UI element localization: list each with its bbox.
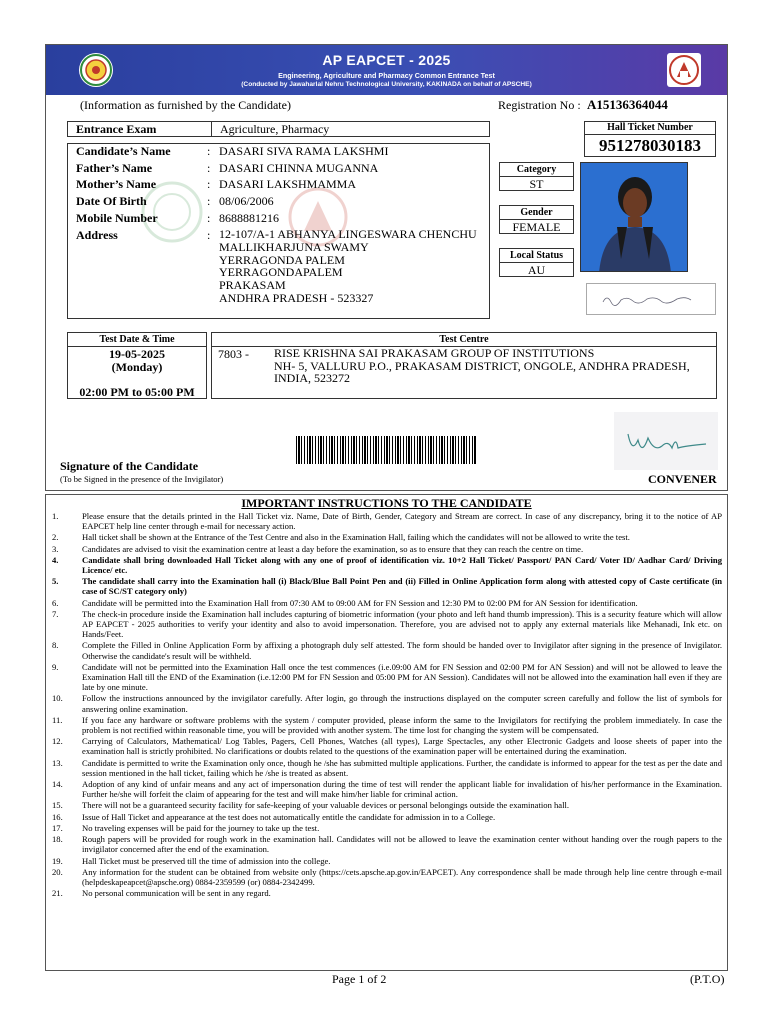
instruction-text: Adoption of any kind of unfair means and any act of impersonation during the time of test will render the applicant liable for invalidation of his/her performance in the Examination. Further he/she will forfeit the claim of appearing for the test and will make him/her liable for criminal action. xyxy=(82,779,722,800)
barcode xyxy=(296,436,476,464)
mother-name-label: Mother’s Name xyxy=(76,177,157,191)
instruction-item xyxy=(52,758,722,778)
instruction-text: If you face any hardware or software problems with the system / computer provided, please inform the same to the Invigilators for rectifying the problem immediately. In case the problem is not rectified within reasonable time, you will be provided with another system. The time lost for changing the system will be compensated. xyxy=(82,714,722,736)
instruction-text: The check-in procedure inside the Examination hall includes capturing of biometric information (your photo and left hand thumb impression). This is a security feature which will allow AP EAPCET - 2025 authorities to verify your identity and also to avoid impersonation. Therefore, you are advised not to apply any external materials like Mehanadi, Ink etc. on Hands/Feet. xyxy=(82,608,722,640)
conducted-by: (Conducted by Jawaharlal Nehru Technological University, KAKINADA on behalf of APSCHE) xyxy=(241,81,532,88)
header-banner xyxy=(46,45,727,95)
divider xyxy=(211,122,212,136)
info-note: (Information as furnished by the Candidate) xyxy=(80,98,291,112)
instruction-number: 19. xyxy=(52,855,63,866)
mother-name: DASARI LAKSHMAMMA xyxy=(219,177,357,191)
colon: : xyxy=(207,194,211,208)
mobile-label: Mobile Number xyxy=(76,211,158,225)
instruction-number: 12. xyxy=(52,736,63,747)
instruction-number: 20. xyxy=(52,866,63,877)
instruction-text: Candidate will not be permitted into the Examination Hall once the test commences (i.e.09:00 AM for FN Session and 02:00 PM for AN Session) and will not be allowed to leave the Examination Hall till the END of the Examination (i.e.12:00 PM for FN Session and 05:00 PM for AN Session). Candidates will not be allowed into the examination hall even if they are late by one minute. xyxy=(82,661,722,693)
instruction-text: There will not be a guaranteed security facility for safe-keeping of your valuable devices or personal belongings outside the examination hall. xyxy=(82,800,570,811)
instruction-text: Please ensure that the details printed in the Hall Ticket viz. Name, Date of Birth, Gender, Category and Stream are correct. In case of any discrepancy, bring it to the notice of AP EAPCET help line center through e-mail for necessary action. xyxy=(82,511,722,532)
address-line: PRAKASAM xyxy=(219,278,286,293)
instruction-item xyxy=(52,736,722,756)
candidate-name: DASARI SIVA RAMA LAKSHMI xyxy=(219,144,389,158)
instruction-number: 3. xyxy=(52,543,59,554)
instruction-item xyxy=(52,640,722,660)
instruction-text: Hall ticket shall be shown at the Entrance of the Test Centre and also in the Examination Hall, failing which the candidates will not be allowed to write the test. xyxy=(82,532,630,543)
colon: : xyxy=(207,144,211,158)
test-centre-box xyxy=(211,332,717,399)
instruction-text: No traveling expenses will be paid for the journey to take up the test. xyxy=(82,822,320,833)
colon: : xyxy=(207,161,211,175)
instruction-text: Issue of Hall Ticket and appearance at the test does not automatically entitle the candidate for admission in to a College. xyxy=(82,811,496,822)
instruction-text: No personal communication will be sent in any regard. xyxy=(82,888,271,899)
entrance-exam-value: Agriculture, Pharmacy xyxy=(220,122,330,136)
instruction-number: 8. xyxy=(52,640,59,651)
instruction-number: 14. xyxy=(52,779,63,790)
test-day: (Monday) xyxy=(111,360,163,374)
category-label: Category xyxy=(500,163,573,177)
instruction-number: 10. xyxy=(52,693,63,704)
instruction-text: Candidate shall bring downloaded Hall Ticket along with any one of proof of identification viz. 10+2 Hall Ticket/ Passport/ PAN Card/ Voter ID/ Aadhar Card/ Driving Licence/ etc. xyxy=(82,554,722,576)
hall-ticket-label: Hall Ticket Number xyxy=(585,122,715,135)
dob-value: 08/06/2006 xyxy=(219,194,274,208)
gender-box xyxy=(499,205,574,234)
exam-subtitle: Engineering, Agriculture and Pharmacy Common Entrance Test xyxy=(278,71,495,80)
instruction-item xyxy=(52,715,722,735)
instruction-number: 21. xyxy=(52,888,63,899)
dob-label: Date Of Birth xyxy=(76,194,147,208)
centre-line: NH- 5, VALLURU P.O., PRAKASAM DISTRICT, ONGOLE, ANDHRA PRADESH, xyxy=(274,358,690,373)
instruction-number: 9. xyxy=(52,661,59,672)
centre-address xyxy=(274,347,690,385)
instruction-text: Rough papers will be provided for rough work in the examination hall. Candidates will not be allowed to leave the examination center without handing over the rough papers to the invigilator concerned after the end of the examination. xyxy=(82,834,722,855)
instruction-number: 7. xyxy=(52,608,59,619)
address-block xyxy=(219,228,477,305)
gender-value: FEMALE xyxy=(512,220,561,234)
instruction-text: Complete the Filled in Online Application Form by affixing a photograph duly self attested. The form should be handed over to Invigilator after signing in the presence of Invigilator. Otherwise the candidate's result will be withheld. xyxy=(82,640,722,661)
instruction-item xyxy=(52,823,722,833)
instruction-item xyxy=(52,555,722,575)
hall-ticket-number: 951278030183 xyxy=(599,136,701,155)
instruction-text: Candidate is permitted to write the Examination only once, though he /she has submitted multiple applications. Further, the candidate is informed to appear for the test as per the date and session mentioned in the hall ticket, failing which he /she is treated as absent. xyxy=(82,757,722,778)
apsche-logo xyxy=(667,53,701,87)
instruction-item xyxy=(52,867,722,887)
instruction-item xyxy=(52,888,722,898)
candidate-photo xyxy=(580,162,688,272)
instruction-text: Follow the instructions announced by the invigilator carefully. After login, go through the instructions displayed on the computer screen carefully and follow the list of symbols for answering online examination. xyxy=(82,693,722,714)
instruction-number: 11. xyxy=(52,714,63,725)
convener-signature-image xyxy=(614,412,718,470)
instruction-text: Hall Ticket must be preserved till the time of admission into the college. xyxy=(82,855,331,866)
address-line: ANDHRA PRADESH - 523327 xyxy=(219,290,374,305)
candidate-signature-image xyxy=(586,283,716,315)
instruction-text: Carrying of Calculators, Mathematical/ Log Tables, Pagers, Cell Phones, Watches (all types), Large Spectacles, any other Electronic Gadgets and loose sheets of paper into the examination hall is strictly prohibited. No clarifications or doubts related to the questions of the examination paper will be entertained during the examination. xyxy=(82,736,722,757)
local-status-box xyxy=(499,248,574,277)
centre-line: INDIA, 523272 xyxy=(274,371,350,385)
mobile-value: 8688881216 xyxy=(219,211,279,225)
instruction-number: 6. xyxy=(52,597,59,608)
test-date: 19-05-2025 xyxy=(109,347,165,361)
convener-label: CONVENER xyxy=(648,472,717,486)
instruction-text: Candidates are advised to visit the examination centre at least a day before the examination, so as to ensure that they can reach the centre on time. xyxy=(82,543,584,554)
instruction-item xyxy=(52,544,722,554)
instruction-number: 13. xyxy=(52,757,63,768)
address-line: YERRAGONDA PALEM xyxy=(219,252,345,267)
instruction-item xyxy=(52,834,722,854)
category-value: ST xyxy=(529,177,544,191)
registration-number: A15136364044 xyxy=(587,97,668,112)
address-line: 12-107/A-1 ABHANYA LINGESWARA CHENCHU xyxy=(219,227,477,241)
instruction-number: 2. xyxy=(52,532,59,543)
registration-label: Registration No : xyxy=(498,98,581,112)
instruction-item xyxy=(52,800,722,810)
pto-label: (P.T.O) xyxy=(690,972,725,986)
instruction-item xyxy=(52,511,722,531)
instruction-item xyxy=(52,812,722,822)
instruction-item xyxy=(52,576,722,596)
exam-title: AP EAPCET - 2025 xyxy=(322,52,451,68)
signature-note: (To be Signed in the presence of the Invigilator) xyxy=(60,474,224,484)
entrance-exam-row xyxy=(67,121,490,137)
colon: : xyxy=(207,177,211,191)
hall-ticket-box xyxy=(584,121,716,157)
address-line: MALLIKHARJUNA SWAMY xyxy=(219,239,369,254)
centre-code: 7803 - xyxy=(218,347,249,361)
instruction-number: 15. xyxy=(52,800,63,811)
instruction-item xyxy=(52,532,722,542)
local-status-value: AU xyxy=(527,263,546,277)
signature-label: Signature of the Candidate xyxy=(60,459,199,473)
instruction-number: 16. xyxy=(52,811,63,822)
father-name: DASARI CHINNA MUGANNA xyxy=(219,161,379,175)
test-centre-label: Test Centre xyxy=(212,333,716,347)
instructions-list xyxy=(52,511,722,899)
instruction-item xyxy=(52,856,722,866)
instruction-item xyxy=(52,609,722,640)
father-name-label: Father’s Name xyxy=(76,161,153,175)
gender-label: Gender xyxy=(500,206,573,220)
address-line: YERRAGONDAPALEM xyxy=(219,265,343,280)
instruction-item xyxy=(52,779,722,799)
page-number: Page 1 of 2 xyxy=(332,972,387,986)
instruction-item xyxy=(52,662,722,693)
test-datetime-label: Test Date & Time xyxy=(68,333,206,347)
instruction-text: Any information for the student can be obtained from website only (https://cets.apsche.ap.gov.in/EAPCET). Any correspondence shall be made through help line centre through e-mail (helpdeskapeapcet@apsche.org) 0884-2359599 (or) 0884-2342499. xyxy=(82,866,722,887)
local-status-label: Local Status xyxy=(500,249,573,263)
candidate-name-label: Candidate’s Name xyxy=(76,144,171,158)
instructions-title: IMPORTANT INSTRUCTIONS TO THE CANDIDATE xyxy=(241,496,532,510)
test-time: 02:00 PM to 05:00 PM xyxy=(79,385,195,399)
centre-line: RISE KRISHNA SAI PRAKASAM GROUP OF INSTITUTIONS xyxy=(274,346,595,360)
jntuk-logo xyxy=(79,53,113,87)
instruction-number: 18. xyxy=(52,834,63,845)
category-box xyxy=(499,162,574,191)
instruction-number: 1. xyxy=(52,511,59,521)
address-label: Address xyxy=(76,228,118,242)
colon: : xyxy=(207,228,211,242)
instruction-number: 4. xyxy=(52,554,59,565)
instruction-text: The candidate shall carry into the Examination hall (i) Black/Blue Ball Point Pen and (ii) Filled in Online Application form along with attested copy of Caste certificate (in case of SC/ST category only) xyxy=(82,576,722,597)
instruction-item xyxy=(52,598,722,608)
entrance-exam-label: Entrance Exam xyxy=(76,122,157,136)
instruction-number: 17. xyxy=(52,822,63,833)
instruction-item xyxy=(52,693,722,713)
colon: : xyxy=(207,211,211,225)
test-datetime-box xyxy=(67,332,207,399)
instruction-text: Candidate will be permitted into the Examination Hall from 07:30 AM to 09:00 AM for FN Session and 12:30 PM to 02:00 PM for AN Session for identification. xyxy=(82,597,638,608)
instruction-number: 5. xyxy=(52,576,59,587)
